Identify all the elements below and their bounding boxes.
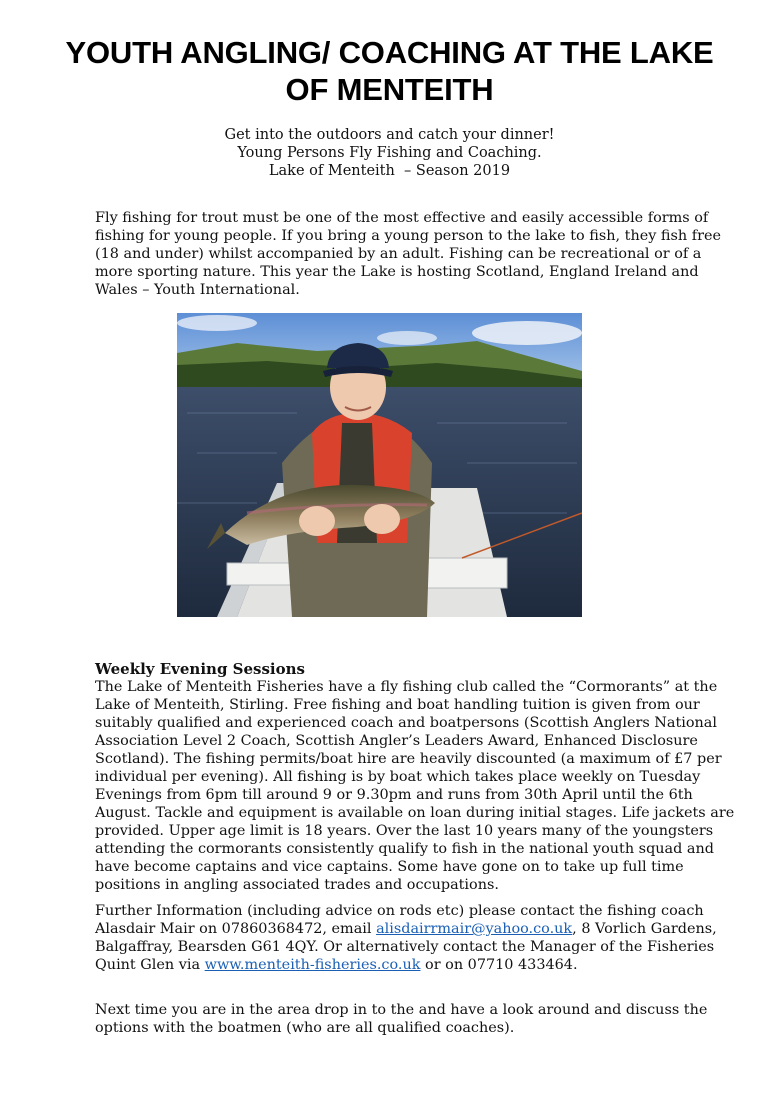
subtitle-line-1: Get into the outdoors and catch your dinner! (224, 127, 555, 143)
page-title: YOUTH ANGLING/ COACHING AT THE LAKE OF MENTEITH (65, 35, 714, 107)
email-link[interactable]: alisdairrmair@yahoo.co.uk (376, 921, 573, 937)
subtitle-line-3: Lake of Menteith – Season 2019 (268, 163, 511, 179)
photo-young-angler-with-trout (177, 313, 582, 617)
intro-paragraph: Fly fishing for trout must be one of the most effective and easily accessible forms of fishing for young people. If you bring a young person to the lake to fish, they fish free (18 and under) whilst accompanied by an adult. Fishing can be recreational or of a more sporting nature. This year the Lake is hosting Scotland, England Ireland and Wales – Youth International. (95, 210, 721, 298)
further-info-text-2: , 8 Vorlich Gardens, Balgaffray, Bearsden G61 4QY. Or alternatively contact the Manager of the Fisheries Quint Glen via (95, 921, 717, 973)
further-info-text-3: or on 07710 433464. (420, 957, 578, 973)
website-link[interactable]: www.menteith-fisheries.co.uk (204, 957, 421, 973)
closing-paragraph: Next time you are in the area drop in to the and have a look around and discuss the options with the boatmen (who are all qualified coaches). (95, 1002, 708, 1036)
sessions-heading: Weekly Evening Sessions (95, 660, 305, 678)
subtitle-block (100, 126, 679, 180)
further-info-text-1: Further Information (including advice on rods etc) please contact the fishing coach Alasdair Mair on 07860368472, email (95, 903, 704, 937)
subtitle-line-2: Young Persons Fly Fishing and Coaching. (237, 145, 542, 161)
further-info-paragraph (95, 902, 735, 974)
sessions-paragraph: The Lake of Menteith Fisheries have a fly fishing club called the “Cormorants” at the Lake of Menteith, Stirling. Free fishing and boat handling tuition is given from our suitably qualified and experienced coach and boatpersons (Scottish Anglers National Association Level 2 Coach, Scottish Angler’s Leaders Award, Enhanced Disclosure Scotland). The fishing permits/boat hire are heavily discounted (a maximum of £7 per individual per evening). All fishing is by boat which takes place weekly on Tuesday Evenings from 6pm till around 9 or 9.30pm and runs from 30th April until the 6th August. Tackle and equipment is available on loan during initial stages. Life jackets are provided. Upper age limit is 18 years. Over the last 10 years many of the youngsters attending the cormorants consistently qualify to fish in the national youth squad and have become captains and vice captains. Some have gone on to take up full time positions in angling associated trades and occupations. (95, 679, 735, 893)
